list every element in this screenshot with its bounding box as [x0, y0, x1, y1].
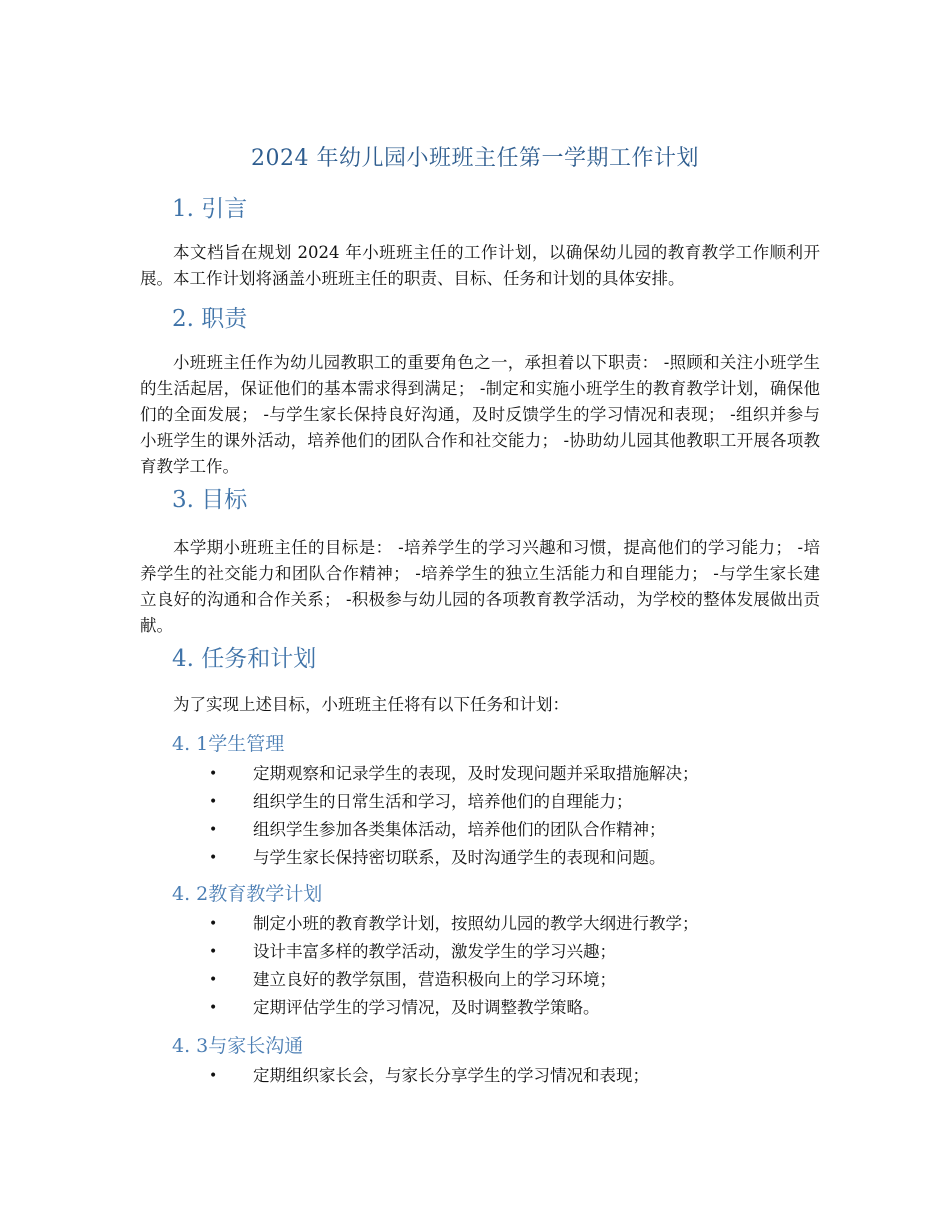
- section-heading-goals: 3. 目标: [172, 487, 248, 513]
- list-item-text: 建立良好的教学氛围，营造积极向上的学习环境；: [253, 970, 616, 989]
- bullet-list-parent-communication: [0, 1062, 950, 1090]
- list-item: [0, 844, 950, 872]
- list-item-text: 定期组织家长会，与家长分享学生的学习情况和表现；: [253, 1066, 649, 1085]
- bullet-icon: •: [209, 766, 218, 782]
- list-item-text: 组织学生的日常生活和学习，培养他们的自理能力；: [253, 792, 633, 811]
- bullet-icon: •: [209, 916, 218, 932]
- bullet-list-student-management: [0, 760, 950, 872]
- bullet-icon: •: [209, 1068, 218, 1084]
- section-paragraph-tasks: 为了实现上述目标，小班班主任将有以下任务和计划：: [173, 695, 569, 714]
- list-item-text: 定期观察和记录学生的表现，及时发现问题并采取措施解决；: [253, 764, 699, 783]
- list-item-text: 与学生家长保持密切联系，及时沟通学生的表现和问题。: [253, 848, 666, 867]
- list-item: [0, 938, 950, 966]
- bullet-icon: •: [209, 794, 218, 810]
- list-item: [0, 966, 950, 994]
- list-item-text: 设计丰富多样的教学活动，激发学生的学习兴趣；: [253, 942, 616, 961]
- section-heading-tasks: 4. 任务和计划: [172, 646, 317, 672]
- section-heading-duties: 2. 职责: [172, 306, 248, 332]
- list-item: [0, 816, 950, 844]
- bullet-list-teaching-plan: [0, 910, 950, 1022]
- list-item-text: 定期评估学生的学习情况，及时调整教学策略。: [253, 998, 600, 1017]
- list-item: [0, 760, 950, 788]
- bullet-icon: •: [209, 944, 218, 960]
- bullet-icon: •: [209, 822, 218, 838]
- subsection-heading-student-management: 4. 1学生管理: [172, 733, 285, 755]
- list-item-text: 制定小班的教育教学计划，按照幼儿园的教学大纲进行教学；: [253, 914, 699, 933]
- list-item: [0, 910, 950, 938]
- document-title: 2024 年幼儿园小班班主任第一学期工作计划: [251, 146, 699, 171]
- bullet-icon: •: [209, 850, 218, 866]
- bullet-icon: •: [209, 1000, 218, 1016]
- section-heading-introduction: 1. 引言: [172, 196, 248, 222]
- subsection-heading-teaching-plan: 4. 2教育教学计划: [172, 883, 323, 905]
- list-item: [0, 994, 950, 1022]
- section-paragraph-goals: 本学期小班班主任的目标是： -培养学生的学习兴趣和习惯，提高他们的学习能力； -培养学生的社交能力和团队合作精神； -培养学生的独立生活能力和自理能力； -与学生家长建立良好的沟通和合作关系； -积极参与幼儿园的各项教育教学活动，为学校的整体发展做出贡献。: [140, 538, 820, 635]
- list-item: [0, 1062, 950, 1090]
- subsection-heading-parent-communication: 4. 3与家长沟通: [172, 1035, 304, 1057]
- section-paragraph-duties: 小班班主任作为幼儿园教职工的重要角色之一，承担着以下职责： -照顾和关注小班学生的生活起居，保证他们的基本需求得到满足； -制定和实施小班学生的教育教学计划，确保他们的全面发展； -与学生家长保持良好沟通，及时反馈学生的学习情况和表现； -组织并参与小班学生的课外活动，培养他们的团队合作和社交能力； -协助幼儿园其他教职工开展各项教育教学工作。: [140, 353, 820, 476]
- section-paragraph-introduction: 本文档旨在规划 2024 年小班班主任的工作计划，以确保幼儿园的教育教学工作顺利开展。本工作计划将涵盖小班班主任的职责、目标、任务和计划的具体安排。: [140, 243, 820, 288]
- bullet-icon: •: [209, 972, 218, 988]
- list-item-text: 组织学生参加各类集体活动，培养他们的团队合作精神；: [253, 820, 666, 839]
- list-item: [0, 788, 950, 816]
